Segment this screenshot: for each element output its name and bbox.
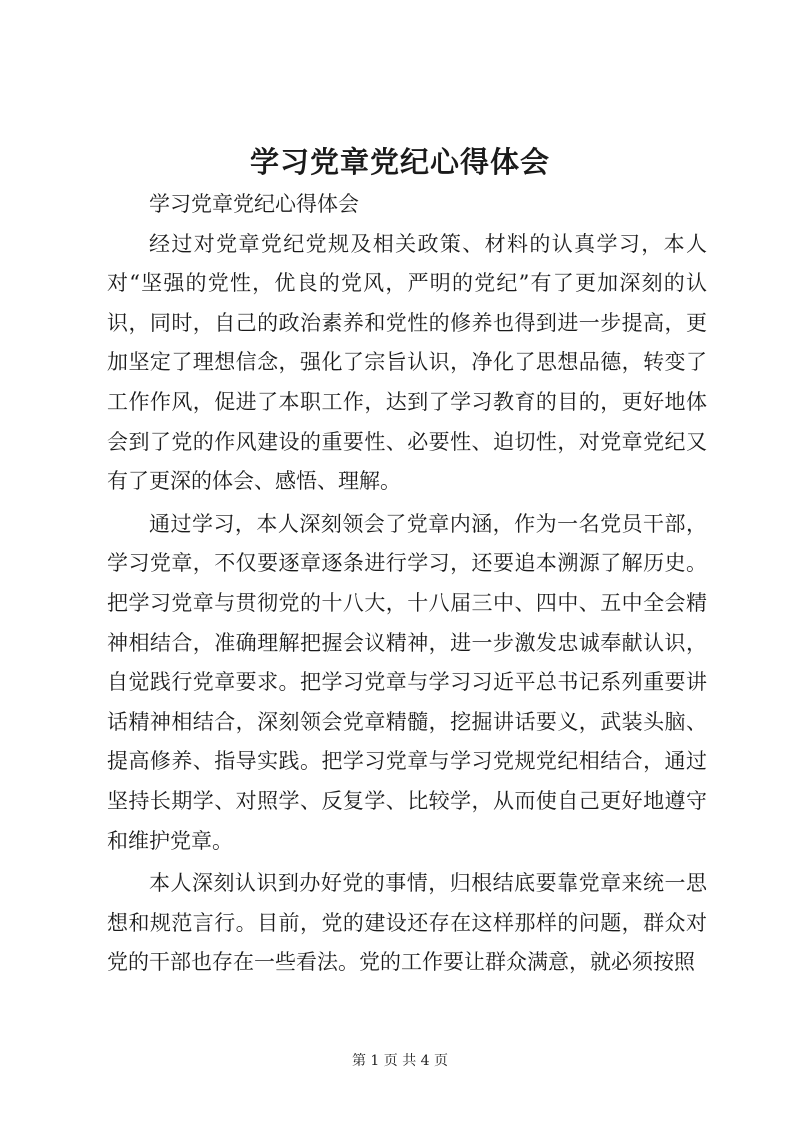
paragraph-2: 通过学习，本人深刻领会了党章内涵，作为一名党员干部，学习党章，不仅要逐章逐条进行学习，还要追本溯源了解历史。把学习党章与贯彻党的十八大，十八届三中、四中、五中全会精神相结合，准确理解把握会议精神，进一步激发忠诚奉献认识，自觉践行党章要求。把学习党章与学习习近平总书记系列重要讲话精神相结合，深刻领会党章精髓，挖掘讲话要义，武装头脑、提高修养、指导实践。把学习党章与学习党规党纪相结合，通过坚持长期学、对照学、反复学、比较学，从而使自己更好地遵守和维护党章。 <box>107 511 707 853</box>
page-footer: 第 1 页 共 4 页 <box>351 1053 449 1069</box>
page-title: 学习党章党纪心得体会 <box>249 145 550 179</box>
paragraph-1: 经过对党章党纪党规及相关政策、材料的认真学习，本人对“坚强的党性，优良的党风，严明的党纪”有了更加深刻的认识，同时，自己的政治素养和党性的修养也得到进一步提高，更加坚定了理想信念，强化了宗旨认识，净化了思想品德，转变了工作作风，促进了本职工作，达到了学习教育的目的，更好地体会到了党的作风建设的重要性、必要性、迫切性，对党章党纪又有了更深的体会、感悟、理解。 <box>107 231 707 494</box>
document-body <box>107 185 707 983</box>
paragraph-3: 本人深刻认识到办好党的事情，归根结底要靠党章来统一思想和规范言行。目前，党的建设还存在这样那样的问题，群众对党的干部也存在一些看法。党的工作要让群众满意，就必须按照 <box>107 871 707 975</box>
document-subtitle: 学习党章党纪心得体会 <box>149 192 359 216</box>
